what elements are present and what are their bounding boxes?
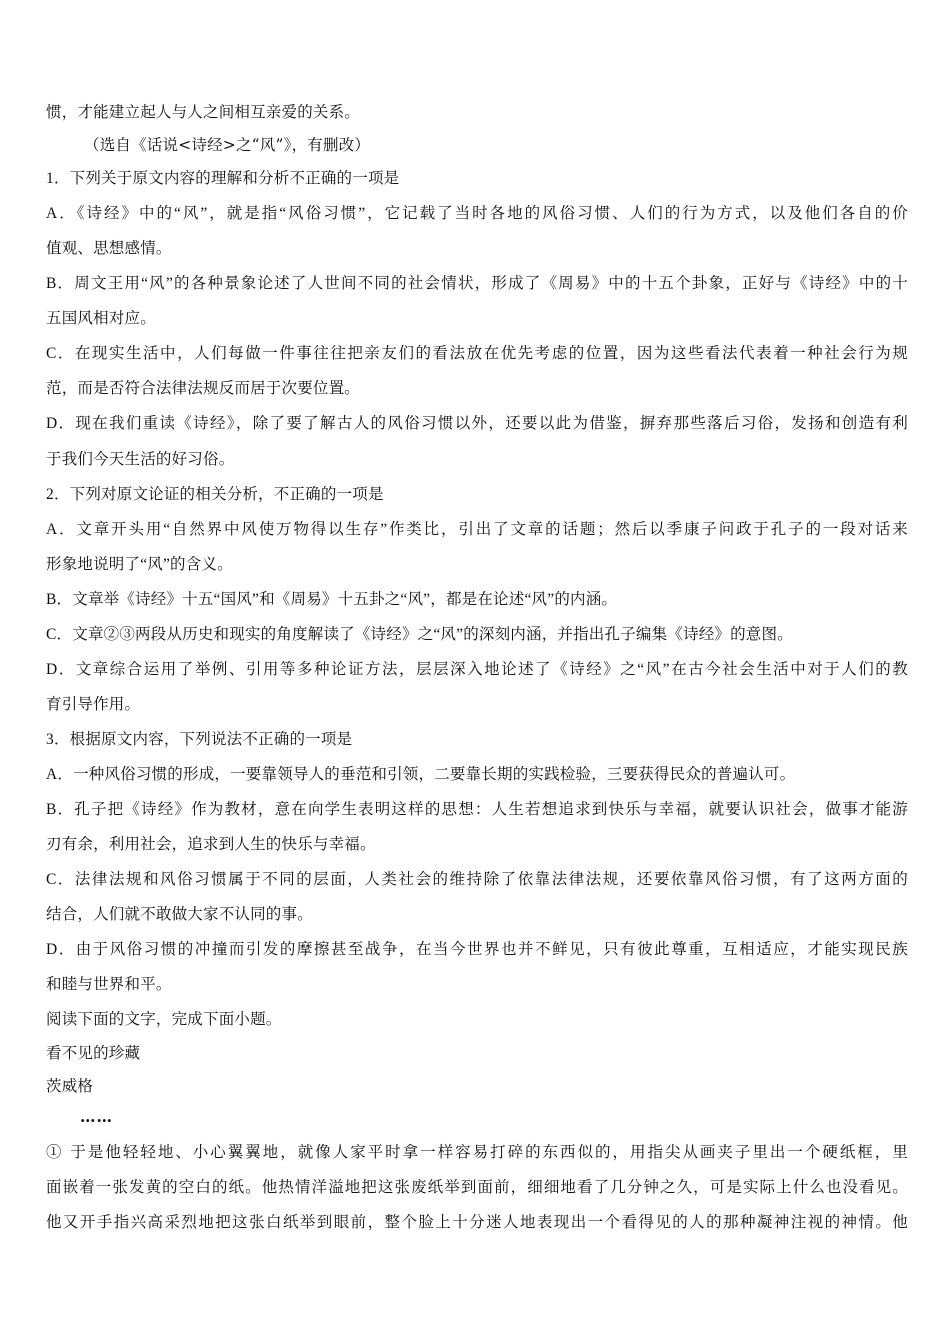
q2-option-a-cont: 形象地说明了“风”的含义。	[46, 556, 233, 573]
passage-title: 看不见的珍藏	[46, 1044, 141, 1062]
q1-option-b-cont: 五国风相对应。	[46, 310, 156, 327]
question-3: 3．根据原文内容，下列说法不正确的一项是	[46, 731, 353, 748]
text-line: 惯，才能建立起人与人之间相互亲爱的关系。	[46, 103, 361, 121]
q1-option-b: B．周文王用“风”的各种景象论述了人世间不同的社会情状，形成了《周易》中的十五个卦象，正好与《诗经》中的十	[46, 275, 908, 292]
passage-paragraph-line: 面嵌着一张发黄的空白的纸。他热情洋溢地把这张废纸举到面前，细细地看了几分钟之久，可是实际上什么也没看见。	[46, 1178, 908, 1196]
q3-option-b: B．孔子把《诗经》作为教材，意在向学生表明这样的思想：人生若想追求到快乐与幸福，就要认识社会，做事才能游	[46, 801, 908, 818]
question-1: 1．下列关于原文内容的理解和分析不正确的一项是	[46, 170, 400, 187]
passage-paragraph-line: ① 于是他轻轻地、小心翼翼地，就像人家平时拿一样容易打碎的东西似的，用指尖从画夹子里出一个硬纸框，里	[46, 1143, 908, 1161]
passage-paragraph-line: 他又开手指兴高采烈地把这张白纸举到眼前，整个脸上十分迷人地表现出一个看得见的人的那种凝神注视的神情。他	[46, 1213, 908, 1231]
q2-option-d-cont: 育引导作用。	[46, 696, 141, 713]
q1-option-d: D．现在我们重读《诗经》，除了要了解古人的风俗习惯以外，还要以此为借鉴，摒弃那些落后习俗，发扬和创造有利	[46, 415, 908, 432]
q1-option-a-cont: 值观、思想感情。	[46, 240, 172, 257]
q3-option-c: C．法律法规和风俗习惯属于不同的层面，人类社会的维持除了依靠法律法规，还要依靠风俗习惯，有了这两方面的	[46, 871, 908, 888]
q3-option-d: D．由于风俗习惯的冲撞而引发的摩擦甚至战争，在当今世界也并不鲜见，只有彼此尊重，互相适应，才能实现民族	[46, 941, 908, 958]
q3-option-c-cont: 结合，人们就不敢做大家不认同的事。	[46, 906, 313, 923]
reading-instruction: 阅读下面的文字，完成下面小题。	[46, 1011, 282, 1028]
q2-option-a: A．文章开头用“自然界中风使万物得以生存”作类比，引出了文章的话题；然后以季康子问政于孔子的一段对话来	[46, 521, 908, 538]
q2-option-b: B．文章举《诗经》十五“国风”和《周易》十五卦之“风”，都是在论述“风”的内涵。	[46, 591, 618, 608]
q1-option-a: A．《诗经》中的“风”，就是指“风俗习惯”，它记载了当时各地的风俗习惯、人们的行为方式，以及他们各自的价	[46, 205, 908, 222]
source-citation: （选自《话说<诗经>之“风”》，有删改）	[84, 136, 371, 154]
q2-option-c: C．文章②③两段从历史和现实的角度解读了《诗经》之“风”的深刻内涵，并指出孔子编集《诗经》的意图。	[46, 626, 793, 643]
q3-option-a: A．一种风俗习惯的形成，一要靠领导人的垂范和引领，二要靠长期的实践检验，三要获得民众的普遍认可。	[46, 766, 796, 783]
q1-option-c-cont: 范，而是否符合法律法规反而居于次要位置。	[46, 380, 361, 397]
q1-option-d-cont: 于我们今天生活的好习俗。	[46, 451, 235, 468]
q2-option-d: D．文章综合运用了举例、引用等多种论证方法，层层深入地论述了《诗经》之“风”在古今社会生活中对于人们的教	[46, 661, 908, 678]
passage-author: 茨威格	[46, 1077, 94, 1095]
question-2: 2．下列对原文论证的相关分析，不正确的一项是	[46, 486, 384, 503]
q3-option-b-cont: 刃有余，利用社会，追求到人生的快乐与幸福。	[46, 836, 376, 853]
ellipsis: ……	[80, 1107, 113, 1126]
q3-option-d-cont: 和睦与世界和平。	[46, 976, 172, 993]
q1-option-c: C．在现实生活中，人们每做一件事往往把亲友们的看法放在优先考虑的位置，因为这些看法代表着一种社会行为规	[46, 345, 908, 362]
